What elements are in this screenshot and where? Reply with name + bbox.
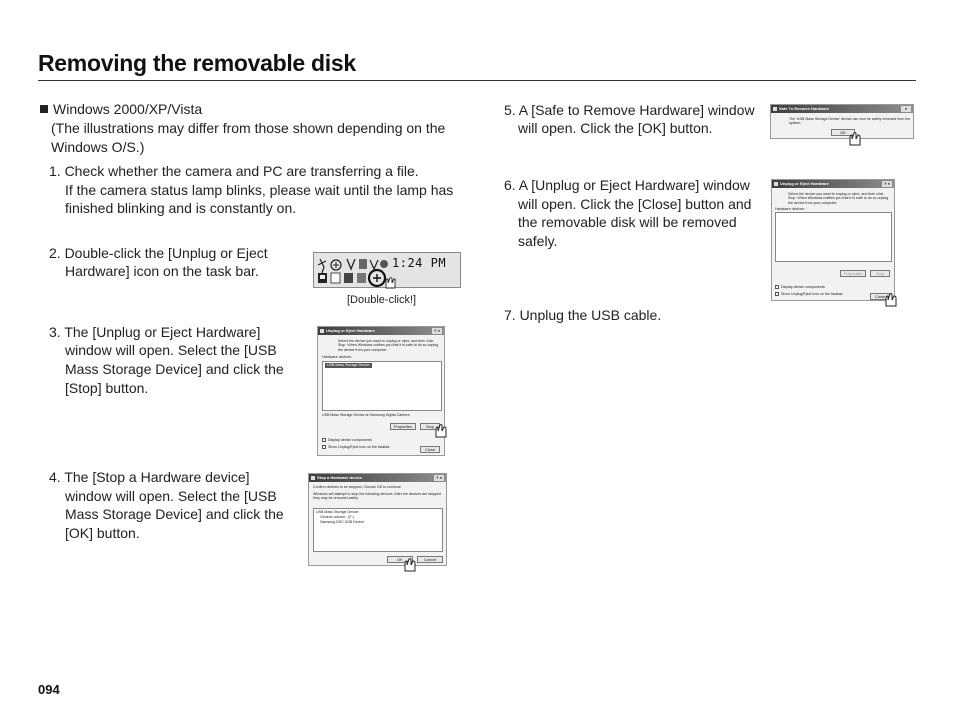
option-1-label: Display device components	[781, 285, 825, 289]
tray-icon-row-2	[318, 273, 366, 283]
safe-remove-dialog-screenshot	[770, 104, 914, 139]
step-6-line-4: safely.	[518, 233, 558, 249]
os-note: (The illustrations may differ from those shown depending on the Windows O/S.)	[51, 120, 446, 155]
stop-hardware-dialog-screenshot	[308, 473, 447, 566]
option-checkbox-1	[775, 285, 779, 289]
step-5-line-1: 5. A [Safe to Remove Hardware] window	[504, 102, 755, 118]
pointing-hand-icon	[848, 132, 862, 146]
step-3-line-2: window will open. Select the [USB	[65, 342, 277, 358]
dialog-titlebar: Unplug or Eject Hardware ? ×	[772, 180, 894, 188]
properties-button: Properties	[840, 270, 866, 277]
warning-text: Windows will attempt to stop the following devices. After the devices are stopped they may be removed safely.	[313, 492, 442, 501]
safe-remove-message: The 'USB Mass Storage Device' device can now be safely removed from the system.	[789, 117, 911, 126]
help-close-icon: ? ×	[432, 328, 442, 334]
step-3-line-1: 3. The [Unplug or Eject Hardware]	[49, 324, 261, 340]
step-6-line-1: 6. A [Unplug or Eject Hardware] window	[504, 177, 750, 193]
step-1-line-1: 1. Check whether the camera and PC are transferring a file.	[49, 163, 419, 179]
taskbar-screenshot	[313, 252, 461, 288]
option-checkbox-2	[322, 445, 326, 449]
hardware-list-label: Hardware devices:	[322, 355, 352, 359]
option-1-label: Display device components	[328, 438, 372, 442]
close-button: Close	[870, 293, 890, 300]
pointing-hand-icon	[884, 293, 898, 307]
window-icon	[320, 329, 324, 333]
step-2-line-2: Hardware] icon on the task bar.	[65, 263, 259, 279]
step-7-line-1: 7. Unplug the USB cable.	[504, 307, 662, 323]
step-5-line-2: will open. Click the [OK] button.	[518, 120, 713, 136]
hardware-list	[775, 212, 892, 262]
help-close-icon: ? ×	[882, 181, 892, 187]
pointing-hand-icon	[403, 558, 417, 572]
window-icon	[773, 107, 777, 111]
step-6-line-3: the removable disk will be removed	[518, 214, 737, 230]
stop-button: Stop	[420, 423, 440, 430]
step-3-line-3: Mass Storage Device] and click the	[65, 361, 284, 377]
window-icon	[311, 476, 315, 480]
step-1-line-3: finished blinking and is constantly on.	[65, 200, 297, 216]
title-divider	[38, 80, 916, 81]
device-info: USB Mass Storage Device at Samsung Digital Camera	[322, 413, 410, 417]
confirm-text: Confirm devices to be stopped, Choose OK to continue.	[313, 485, 402, 489]
ok-button: OK	[387, 556, 413, 563]
pointing-hand-icon	[434, 424, 448, 438]
step-6-line-2: will open. Click the [Close] button and	[518, 196, 752, 212]
device-item-1: USB Mass Storage Device	[316, 510, 359, 514]
step-4-line-2: window will open. Select the [USB	[65, 488, 277, 504]
step-1-line-2: If the camera status lamp blinks, please wait until the lamp has	[65, 182, 454, 198]
device-list	[313, 508, 443, 552]
page-number: 094	[38, 682, 60, 697]
step-3-line-4: [Stop] button.	[65, 380, 149, 396]
double-click-caption: [Double-click!]	[347, 294, 417, 306]
dialog-titlebar: Safe To Remove Hardware ×	[771, 105, 913, 113]
step-4-line-3: Mass Storage Device] and click the	[65, 506, 284, 522]
ok-button: OK	[831, 129, 855, 136]
dialog-description: Select the device you want to unplug or eject, and then click Stop. When Windows notifies you that it is safe to do so unplug the device from your computer.	[788, 192, 889, 205]
option-2-label: Show Unplug/Eject icon on the taskbar	[328, 445, 390, 449]
help-close-icon: ? ×	[434, 475, 444, 481]
window-icon	[774, 182, 778, 186]
selected-device: USB Mass Storage Device	[327, 363, 370, 367]
square-bullet-icon	[40, 105, 48, 113]
page-title: Removing the removable disk	[38, 50, 356, 76]
device-item-2: Generic volume - (F:)	[320, 515, 354, 519]
stop-button: Stop	[870, 270, 890, 277]
dialog-titlebar: Unplug or Eject Hardware ? ×	[318, 327, 444, 335]
os-heading	[40, 100, 202, 119]
properties-button: Properties	[390, 423, 416, 430]
step-4-line-1: 4. The [Stop a Hardware device]	[49, 469, 250, 485]
dialog-titlebar: Stop a Hardware device ? ×	[309, 474, 446, 482]
dialog-description: Select the device you want to unplug or eject, and then click Stop. When Windows notifies you that it is safe to do so unplug the device from your computer.	[338, 339, 439, 352]
step-4-line-4: [OK] button.	[65, 525, 140, 541]
unplug-dialog-screenshot	[317, 326, 445, 456]
cancel-button: Cancel	[417, 556, 443, 563]
tray-clock: 1:24 PM	[392, 256, 447, 270]
device-item-3: Samsung DSC USB Device	[320, 520, 365, 524]
unplug-dialog-empty-screenshot	[771, 179, 895, 301]
option-checkbox-2	[775, 292, 779, 296]
step-2-line-1: 2. Double-click the [Unplug or Eject	[49, 245, 268, 261]
close-button: Close	[420, 446, 440, 453]
option-2-label: Show Unplug/Eject icon on the taskbar	[781, 292, 843, 296]
hardware-list-label: Hardware devices:	[775, 207, 805, 211]
option-checkbox-1	[322, 438, 326, 442]
hardware-list	[322, 361, 442, 411]
close-icon: ×	[901, 106, 911, 112]
os-heading-text: Windows 2000/XP/Vista	[53, 101, 203, 117]
pointing-hand-icon	[386, 278, 395, 288]
